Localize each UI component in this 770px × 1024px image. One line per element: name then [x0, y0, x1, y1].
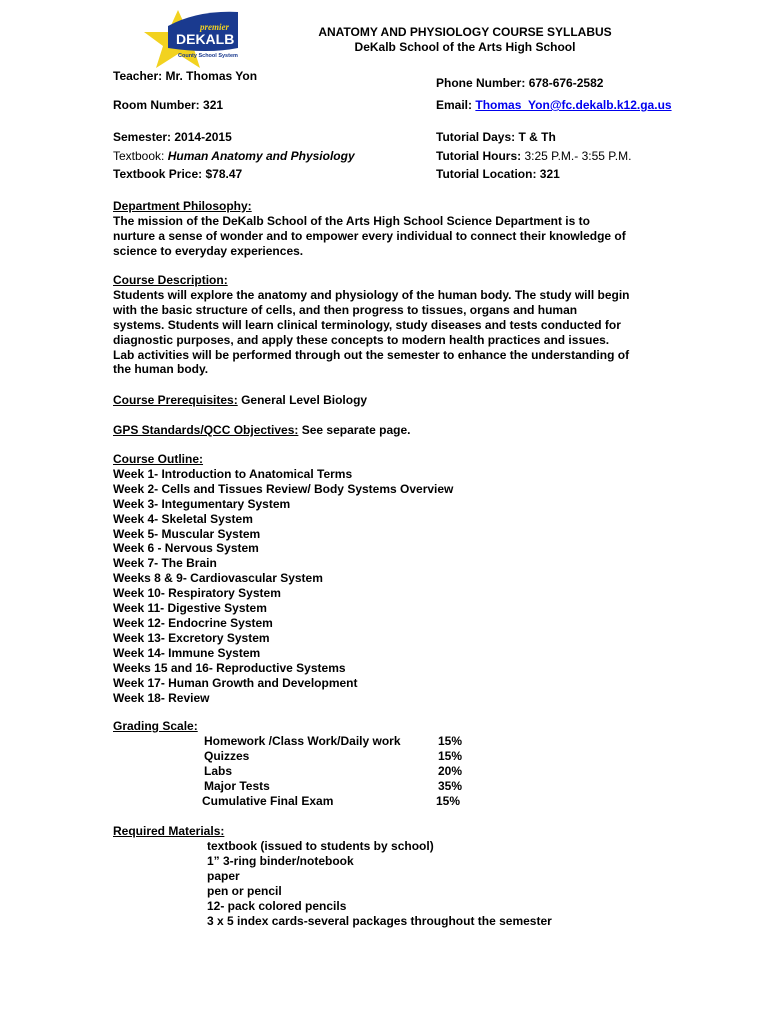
outline-item: Week 11- Digestive System [113, 601, 267, 616]
logo-line2: DEKALB [176, 31, 235, 47]
grading-heading: Grading Scale: [113, 719, 198, 733]
outline-item: Week 14- Immune System [113, 645, 261, 660]
materials-item: textbook (issued to students by school) [207, 839, 434, 853]
materials-item: pen or pencil [207, 883, 282, 898]
materials-heading: Required Materials: [113, 824, 225, 838]
grading-weight: 20% [438, 764, 463, 778]
outline-item: Week 6 - Nervous System [113, 541, 259, 556]
outline-item: Week 2- Cells and Tissues Review/ Body Systems Overview [113, 481, 454, 496]
standards: GPS Standards/QCC Objectives: See separate page. [113, 423, 411, 437]
description-heading: Course Description: [113, 273, 228, 287]
room-info: Room Number: 321 [113, 98, 224, 112]
grading-weight: 15% [438, 734, 463, 748]
outline-item: Week 12- Endocrine System [113, 615, 273, 630]
tutorial-days-info: Tutorial Days: T & Th [436, 130, 556, 144]
logo-line1: premier [200, 22, 229, 32]
grading-weight: 15% [438, 749, 463, 763]
prerequisites: Course Prerequisites: General Level Biology [113, 393, 368, 407]
tutorial-location-info: Tutorial Location: 321 [436, 167, 560, 181]
page-subtitle: DeKalb School of the Arts High School [354, 40, 576, 54]
outline-item: Week 1- Introduction to Anatomical Terms [113, 466, 353, 481]
semester-info: Semester: 2014-2015 [113, 130, 232, 144]
philosophy-line: nurture a sense of wonder and to empower every individual to connect their knowledge of [113, 228, 626, 243]
teacher-info: Teacher: Mr. Thomas Yon [113, 69, 258, 83]
description-line: Students will explore the anatomy and physiology of the human body. The study will begin [113, 287, 630, 302]
materials-item: 12- pack colored pencils [207, 898, 347, 913]
outline-item: Week 10- Respiratory System [113, 586, 281, 601]
logo-line3: County School System [178, 53, 238, 59]
grading-item: Major Tests [204, 779, 270, 793]
grading-item: Homework /Class Work/Daily work [204, 734, 401, 748]
description-line: systems. Students will learn clinical terminology, study diseases and tests conducted for [113, 317, 621, 332]
outline-item: Weeks 15 and 16- Reproductive Systems [113, 660, 346, 675]
outline-item: Week 4- Skeletal System [113, 511, 253, 526]
tutorial-hours-info: Tutorial Hours: 3:25 P.M.- 3:55 P.M. [436, 149, 632, 163]
grading-item: Cumulative Final Exam [202, 794, 334, 808]
outline-item: Week 3- Integumentary System [113, 496, 291, 511]
outline-item: Week 13- Excretory System [113, 630, 270, 645]
grading-weight: 15% [436, 794, 461, 808]
materials-item: 1” 3-ring binder/notebook [207, 853, 354, 868]
outline-heading: Course Outline: [113, 452, 204, 466]
grading-item: Quizzes [204, 749, 250, 763]
grading-item: Labs [204, 764, 233, 778]
description-line: diagnostic purposes, and apply these concepts to modern health practices and issues. [113, 332, 610, 347]
dekalb-logo [138, 8, 248, 70]
description-line: Lab activities will be performed through out the semester to enhance the understanding of [113, 347, 630, 362]
page-title: ANATOMY AND PHYSIOLOGY COURSE SYLLABUS [318, 25, 612, 39]
philosophy-line: science to everyday experiences. [113, 243, 304, 258]
textbook-price-info: Textbook Price: $78.47 [113, 167, 243, 181]
email-link[interactable]: Thomas_Yon@fc.dekalb.k12.ga.us [475, 98, 672, 112]
phone-info: Phone Number: 678-676-2582 [436, 76, 604, 90]
grading-weight: 35% [438, 779, 463, 793]
outline-item: Week 7- The Brain [113, 556, 217, 571]
materials-list [207, 839, 552, 928]
philosophy-heading: Department Philosophy: [113, 199, 252, 213]
outline-item: Week 5- Muscular System [113, 526, 261, 541]
philosophy-line: The mission of the DeKalb School of the Arts High School Science Department is to [113, 213, 590, 228]
email-info: Email: Thomas_Yon@fc.dekalb.k12.ga.us [436, 98, 672, 112]
outline-item: Week 17- Human Growth and Development [113, 675, 358, 690]
materials-item: 3 x 5 index cards-several packages throughout the semester [207, 913, 552, 928]
outline-section [113, 452, 673, 705]
textbook-info: Textbook: Human Anatomy and Physiology [113, 149, 355, 163]
description-line: the human body. [113, 362, 209, 377]
outline-item: Weeks 8 & 9- Cardiovascular System [113, 571, 323, 586]
materials-item: paper [207, 868, 240, 883]
description-section [113, 273, 673, 377]
outline-item: Week 18- Review [113, 690, 210, 705]
philosophy-section [113, 199, 673, 259]
description-line: with the basic structure of cells, and then progress to tissues, organs and human [113, 302, 578, 317]
